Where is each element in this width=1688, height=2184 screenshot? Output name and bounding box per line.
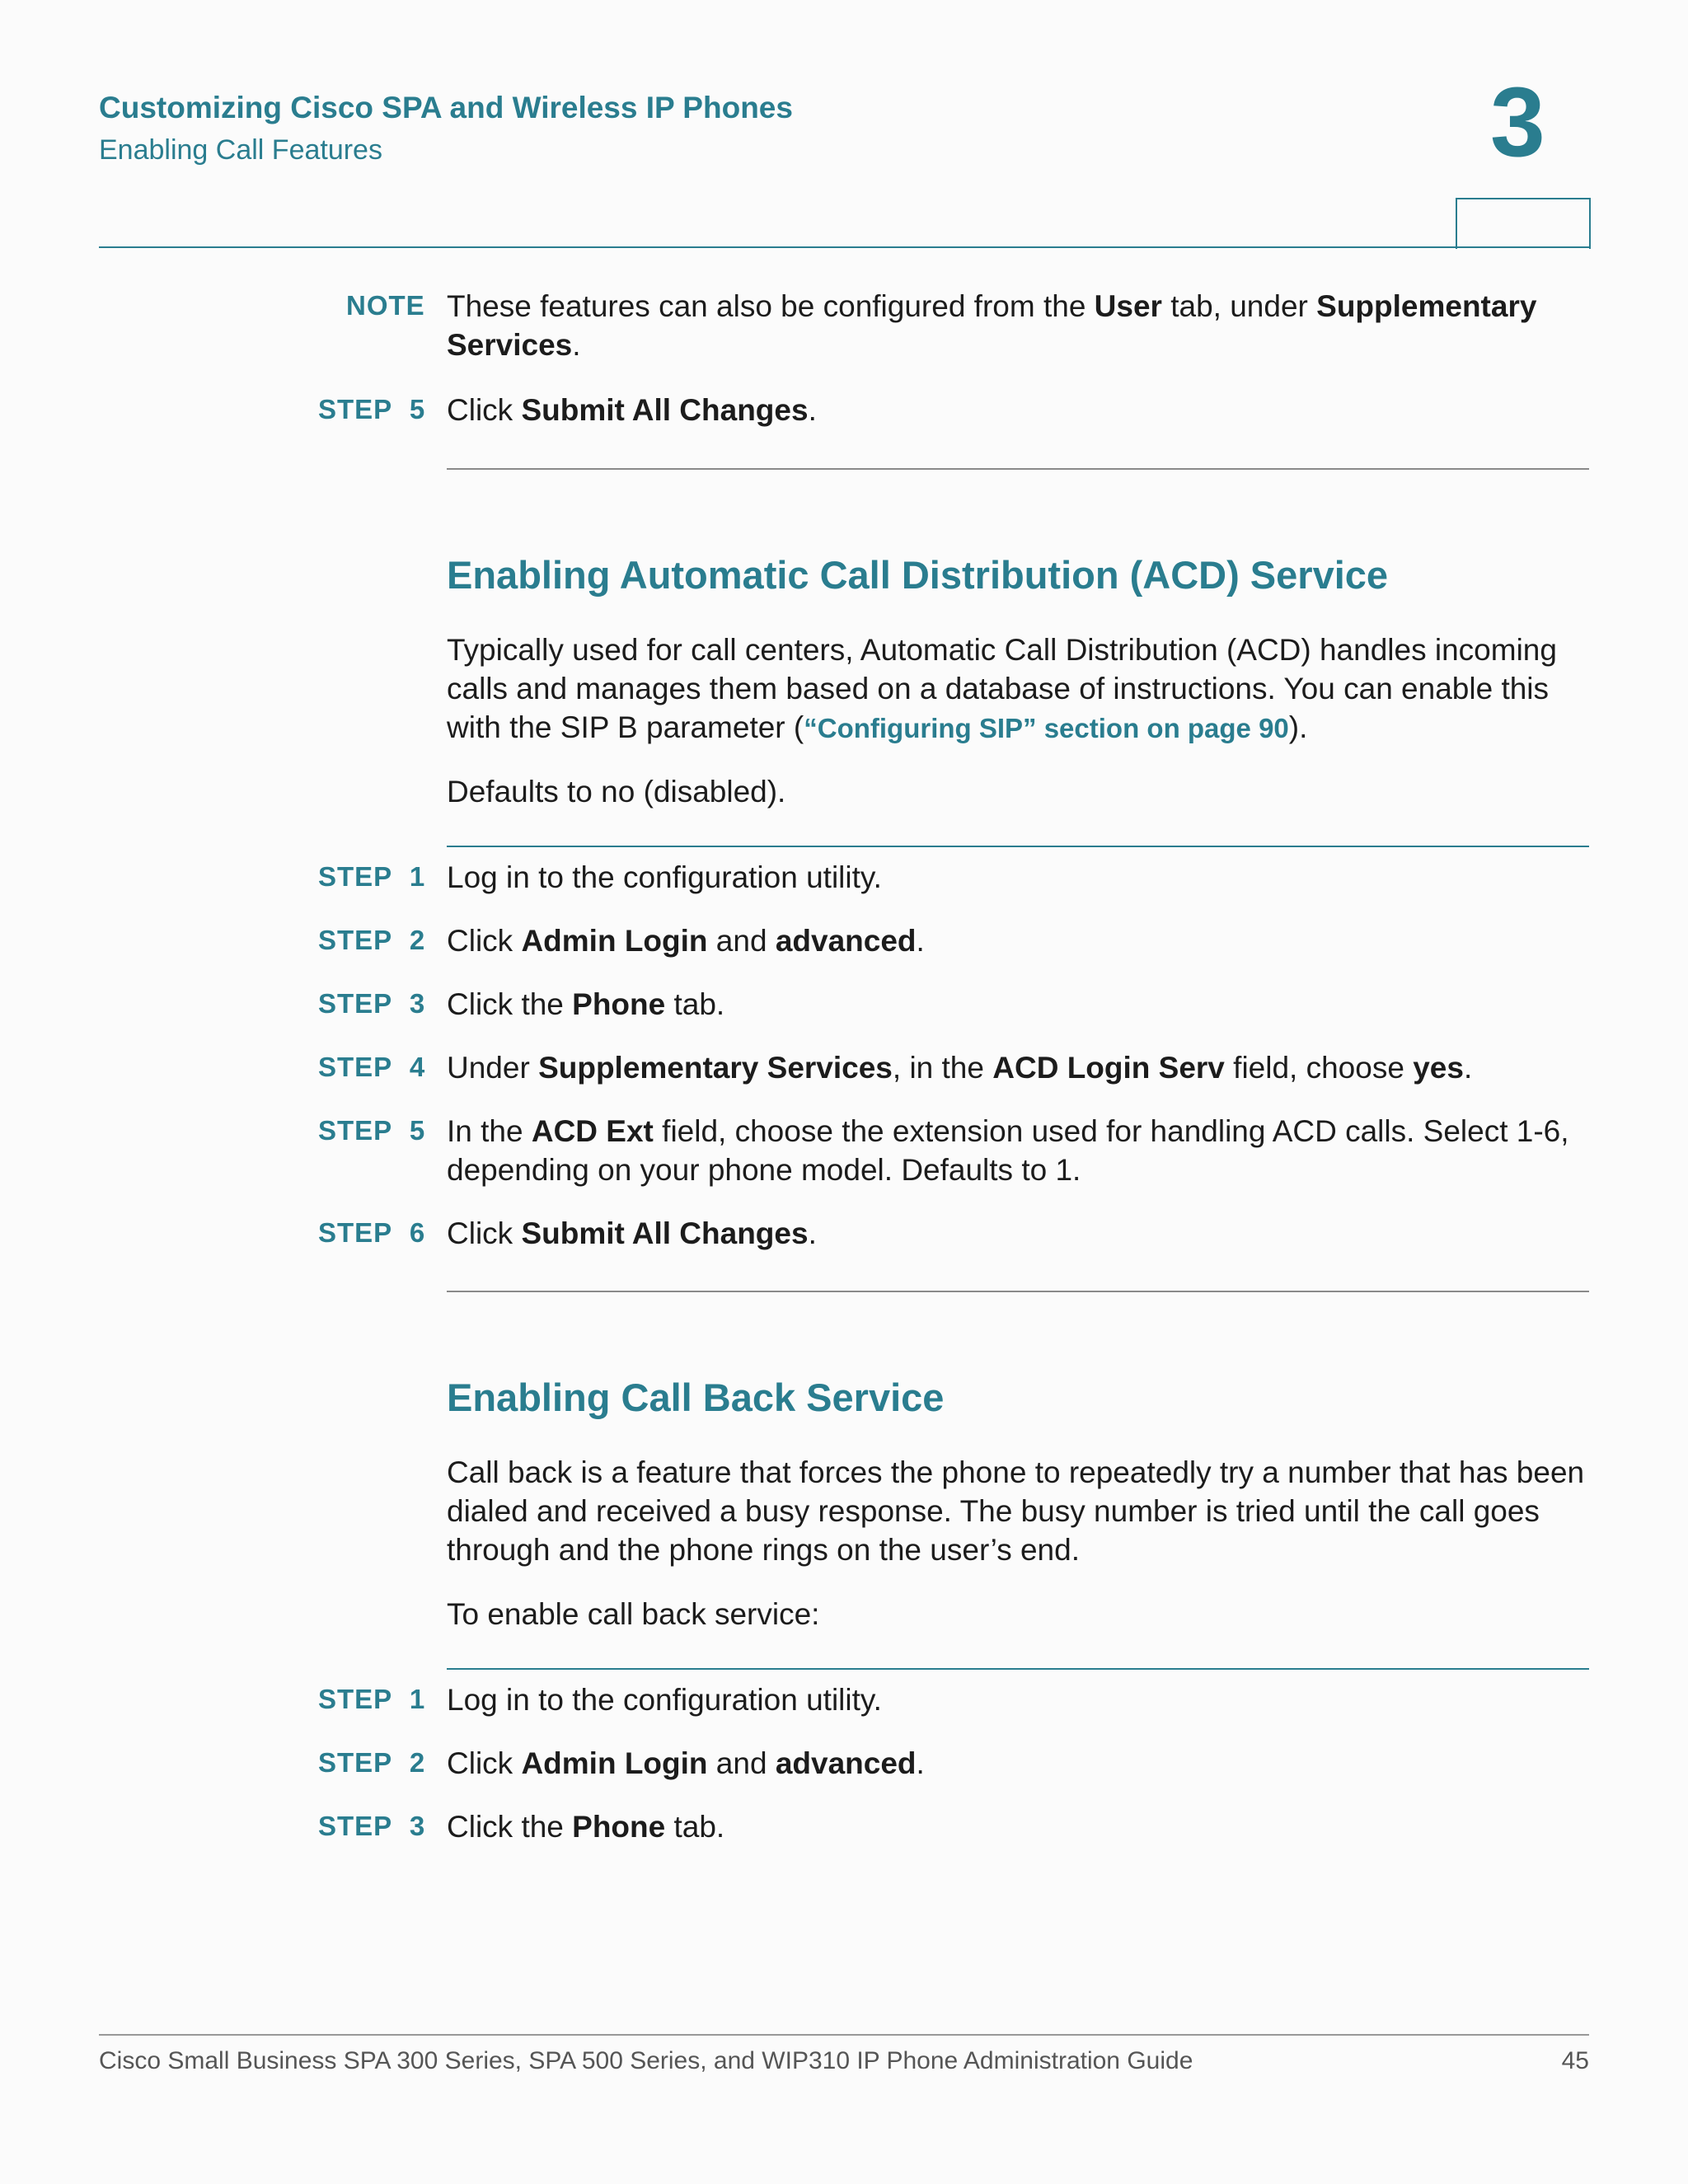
configuring-sip-link[interactable]: “Configuring SIP” section on page 90 xyxy=(804,713,1289,743)
footer-guide-title: Cisco Small Business SPA 300 Series, SPA 500 Series, and WIP310 IP Phone Administration Guide xyxy=(99,2047,1193,2074)
step-label: STEP xyxy=(318,861,393,892)
step-text: Log in to the configuration utility. xyxy=(447,1683,882,1717)
step-label: STEP xyxy=(318,988,393,1019)
chapter-title: Customizing Cisco SPA and Wireless IP Phones xyxy=(99,91,793,124)
step-number: 4 xyxy=(409,1052,425,1082)
step-number: 3 xyxy=(409,1811,425,1841)
step-label: STEP xyxy=(318,925,393,955)
section-subtitle: Enabling Call Features xyxy=(99,134,382,166)
step-number: 1 xyxy=(409,861,425,892)
step-label: STEP xyxy=(318,1052,393,1082)
step-label: STEP xyxy=(318,394,393,424)
step-label: STEP xyxy=(318,1684,393,1714)
chapter-tab-box xyxy=(1456,198,1591,249)
step-text: Click Admin Login and advanced. xyxy=(447,1746,925,1780)
section-divider xyxy=(447,468,1589,470)
step-text: Click the Phone tab. xyxy=(447,1810,725,1844)
step-text: Log in to the configuration utility. xyxy=(447,860,882,894)
acd-description: Typically used for call centers, Automatic Call Distribution (ACD) handles incoming calls and manages them based on a database of instructions. You can enable this with the SIP B parameter (“Configuring SIP” section on page 90). xyxy=(447,633,1557,744)
note-text: These features can also be configured from the User tab, under Supplementary Services. xyxy=(447,289,1537,362)
steps-rule xyxy=(447,1668,1589,1670)
step-number: 5 xyxy=(409,394,425,424)
callback-description: Call back is a feature that forces the phone to repeatedly try a number that has been dialed and received a busy response. The busy number is tried until the call goes through and the phone rings on the user’s end. xyxy=(447,1455,1585,1567)
step-text: Click Submit All Changes. xyxy=(447,393,817,427)
step-label: STEP xyxy=(318,1115,393,1146)
step-number: 1 xyxy=(409,1684,425,1714)
step-text: Click Admin Login and advanced. xyxy=(447,924,925,958)
step-number: 3 xyxy=(409,988,425,1019)
step-number: 5 xyxy=(409,1115,425,1146)
page-number: 45 xyxy=(1561,2047,1589,2074)
step-text: Click Submit All Changes. xyxy=(447,1216,817,1250)
chapter-number: 3 xyxy=(1490,67,1545,177)
step-number: 6 xyxy=(409,1217,425,1248)
step-label: STEP xyxy=(318,1217,393,1248)
footer-rule xyxy=(99,2034,1589,2036)
callback-intro-text: To enable call back service: xyxy=(447,1597,820,1631)
note-label: NOTE xyxy=(346,290,425,321)
callback-heading: Enabling Call Back Service xyxy=(447,1376,945,1419)
step-number: 2 xyxy=(409,925,425,955)
step-number: 2 xyxy=(409,1747,425,1778)
acd-heading: Enabling Automatic Call Distribution (ACD) Service xyxy=(447,553,1389,597)
header-rule xyxy=(99,246,1589,248)
step-text: Under Supplementary Services, in the ACD Login Serv field, choose yes. xyxy=(447,1051,1473,1085)
step-label: STEP xyxy=(318,1811,393,1841)
step-text: Click the Phone tab. xyxy=(447,987,725,1021)
steps-rule xyxy=(447,846,1589,847)
step-label: STEP xyxy=(318,1747,393,1778)
step-text: In the ACD Ext field, choose the extension used for handling ACD calls. Select 1-6, depending on your phone model. Defaults to 1. xyxy=(447,1114,1569,1187)
acd-default-text: Defaults to no (disabled). xyxy=(447,775,786,808)
section-divider xyxy=(447,1291,1589,1292)
